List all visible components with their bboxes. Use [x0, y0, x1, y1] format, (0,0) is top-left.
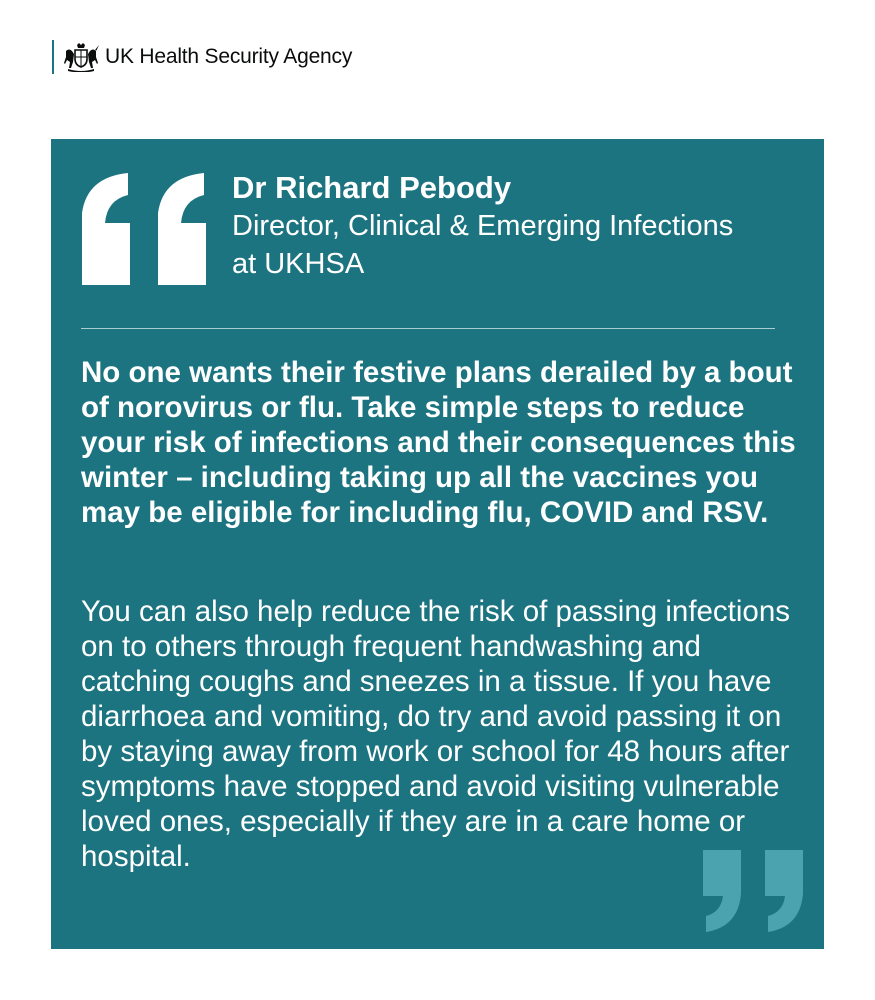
org-name: UK Health Security Agency: [105, 45, 353, 68]
speaker-role-line1: Director, Clinical & Emerging Infections: [232, 210, 734, 242]
speaker-role-line2: at UKHSA: [232, 248, 365, 280]
quote-body-text: You can also help reduce the risk of passing infections on to others through frequent handwashing and catching coughs and sneezes in a tissue. If you have diarrhoea and vomiting, do try and avoid passing it on by staying away from work or school for 48 hours after symptoms have stopped and avoid visiting vulnerable loved ones, especially if they are in a care home or hospital.: [81, 595, 790, 873]
royal-coat-of-arms-icon: [62, 42, 100, 72]
speaker-block: [232, 169, 812, 283]
speaker-name: Dr Richard Pebody: [232, 170, 512, 205]
quote-lead-text: No one wants their festive plans derailed by a bout of norovirus or flu. Take simple steps to reduce your risk of infections and their consequences this winter – including taking up all the vaccines you may be eligible for including flu, COVID and RSV.: [81, 356, 796, 529]
open-quote-icon: [81, 173, 211, 285]
quote-card: [51, 139, 824, 949]
close-quote-icon: [703, 850, 813, 932]
divider: [81, 328, 775, 329]
org-header: [52, 40, 352, 74]
